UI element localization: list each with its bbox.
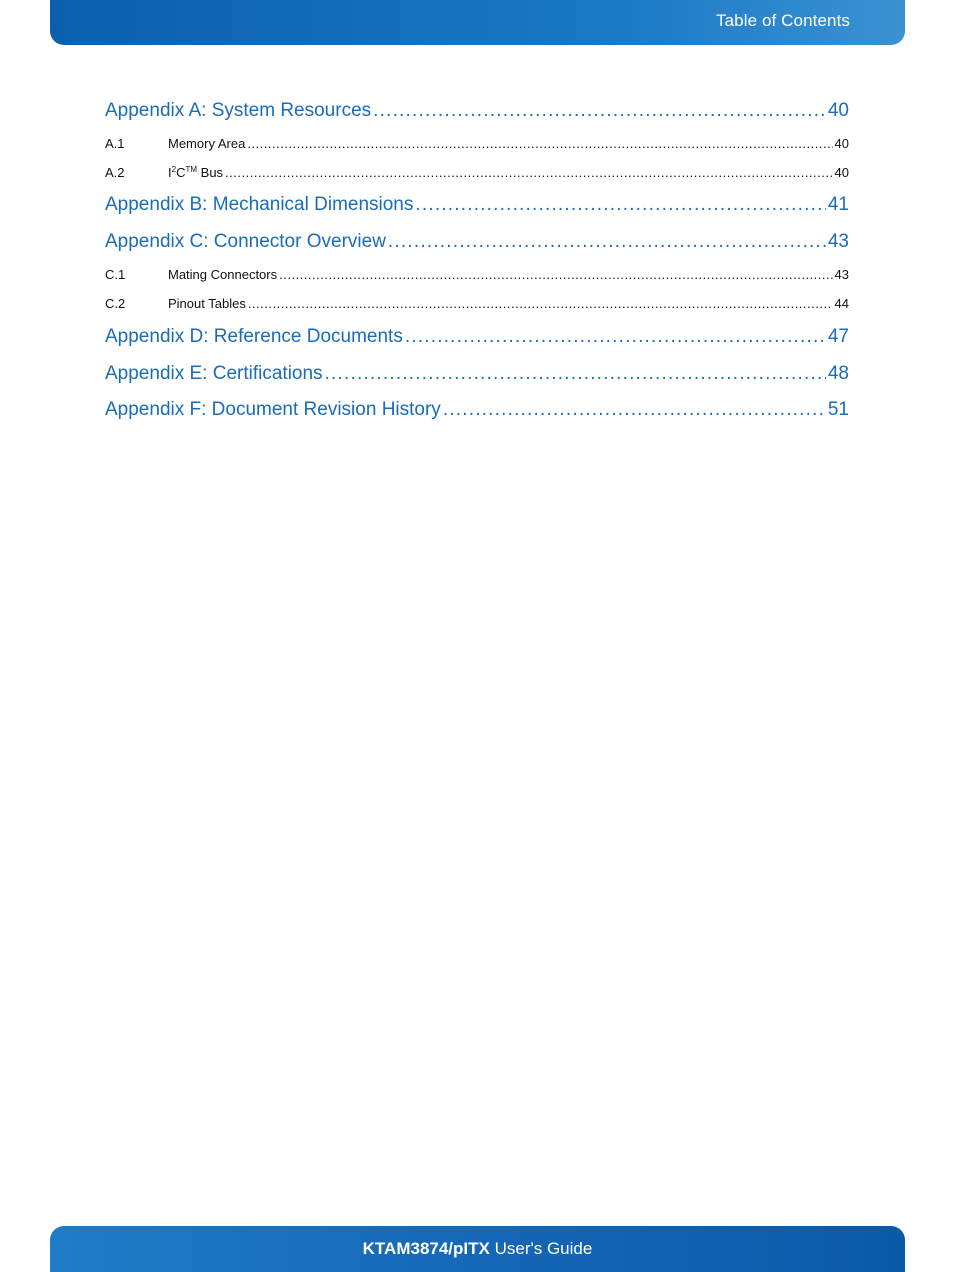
toc-leader-dots — [247, 136, 832, 151]
toc-entry-number: A.2 — [105, 165, 125, 180]
footer-product-name: KTAM3874/pITX — [362, 1239, 490, 1258]
toc-entry-title[interactable] — [168, 165, 223, 180]
toc-entry-number: C.2 — [105, 296, 126, 311]
toc-entry-number: A.1 — [105, 136, 125, 151]
toc-entry-c2[interactable] — [105, 296, 849, 311]
toc-title-i: I — [168, 165, 172, 180]
toc-entry-page[interactable]: 43 — [827, 231, 849, 252]
toc-entry-a2[interactable] — [105, 165, 849, 180]
toc-entry-appendix-f[interactable] — [105, 399, 849, 421]
toc-leader-dots — [248, 296, 833, 311]
toc-entry-page[interactable]: 48 — [827, 363, 849, 384]
header-title: Table of Contents — [715, 11, 850, 30]
toc-leader-dots — [373, 100, 826, 122]
page-footer-bar — [50, 1226, 905, 1272]
toc-leader-dots — [443, 399, 826, 421]
toc-title-rest: Bus — [197, 165, 224, 180]
toc-entry-page[interactable]: 40 — [834, 165, 849, 180]
toc-title-sup-tm: TM — [185, 165, 198, 174]
toc-leader-dots — [415, 194, 825, 216]
toc-entry-page[interactable]: 51 — [827, 399, 849, 420]
toc-title-c: C — [176, 165, 186, 180]
toc-entry-title[interactable]: Appendix D: Reference Documents — [105, 326, 403, 347]
toc-entry-page[interactable]: 44 — [834, 296, 849, 311]
toc-entry-appendix-d[interactable] — [105, 326, 849, 348]
toc-entry-page[interactable]: 40 — [834, 136, 849, 151]
toc-entry-number: C.1 — [105, 267, 126, 282]
toc-title-sup-2: 2 — [171, 165, 177, 174]
toc-entry-page[interactable]: 40 — [827, 100, 849, 121]
toc-leader-dots — [388, 231, 826, 253]
toc-leader-dots — [225, 165, 832, 180]
toc-entry-title[interactable]: Appendix C: Connector Overview — [105, 231, 386, 252]
footer-doc-name: User's Guide — [489, 1239, 593, 1258]
toc-entry-page[interactable]: 43 — [834, 267, 849, 282]
toc-entry-appendix-c[interactable] — [105, 231, 849, 253]
toc-entry-appendix-b[interactable] — [105, 194, 849, 216]
toc-entry-title[interactable]: Appendix E: Certifications — [105, 363, 323, 384]
toc-entry-title[interactable]: Appendix A: System Resources — [105, 100, 372, 121]
toc-entry-title[interactable]: Pinout Tables — [168, 296, 246, 311]
toc-entry-title[interactable]: Memory Area — [168, 136, 246, 151]
toc-entry-page[interactable]: 47 — [827, 326, 849, 347]
toc-leader-dots — [325, 363, 826, 385]
toc-entry-appendix-a[interactable] — [105, 100, 849, 122]
toc-entry-a1[interactable] — [105, 136, 849, 151]
toc-entry-page[interactable]: 41 — [827, 194, 849, 215]
toc-entry-title[interactable]: Appendix B: Mechanical Dimensions — [105, 194, 414, 215]
toc-entry-c1[interactable] — [105, 267, 849, 282]
toc-leader-dots — [405, 326, 826, 348]
footer-title — [363, 1239, 593, 1259]
toc-entry-appendix-e[interactable] — [105, 363, 849, 385]
toc-entry-title[interactable]: Mating Connectors — [168, 267, 278, 282]
toc-entry-title[interactable]: Appendix F: Document Revision History — [105, 399, 441, 420]
toc-leader-dots — [279, 267, 832, 282]
page-header-bar — [50, 0, 905, 45]
